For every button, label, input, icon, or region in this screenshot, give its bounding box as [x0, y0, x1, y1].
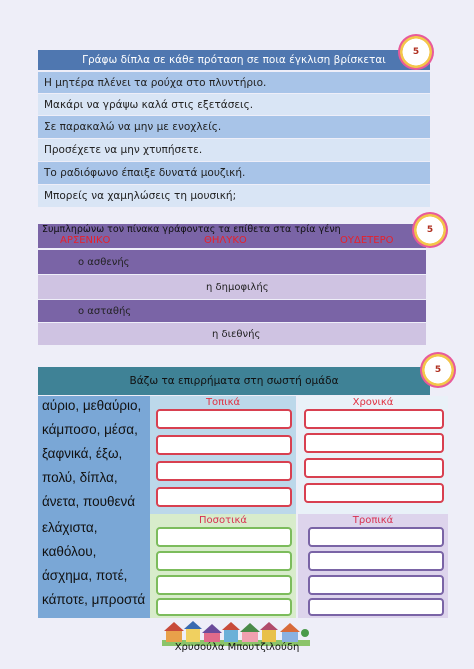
time-answer-box[interactable] [304, 409, 444, 429]
word-item: ξαφνικά, έξω, [42, 446, 123, 461]
word-list [38, 396, 150, 618]
section2-title: Συμπληρώνω τον πίνακα γράφοντας τα επίθετα στα τρία γένη [42, 224, 341, 235]
quantity-answer-box[interactable] [156, 598, 292, 616]
group-time-label: Χρονικά [352, 397, 394, 408]
section1-title-bar [38, 50, 430, 70]
sentence-row: Μπορείς να χαμηλώσεις τη μουσική; [38, 185, 430, 207]
header-feminine: ΘΗΛΥΚΟ [204, 235, 247, 246]
time-answer-box[interactable] [304, 458, 444, 478]
sentence-row: Σε παρακαλώ να μην με ενοχλείς. [38, 116, 430, 138]
adjective-row: ο ασταθής [38, 300, 426, 322]
group-quantity-label: Ποσοτικά [199, 515, 247, 526]
adjective-row: ο ασθενής [38, 250, 426, 274]
badge-icon: 5 [420, 352, 456, 388]
quantity-answer-box[interactable] [156, 527, 292, 547]
manner-answer-box[interactable] [308, 551, 444, 571]
time-answer-box[interactable] [304, 483, 444, 503]
section1-title: Γράφω δίπλα σε κάθε πρόταση σε ποια έγκλιση βρίσκεται [82, 54, 386, 66]
place-answer-box[interactable] [156, 435, 292, 455]
section2-title-bar [38, 224, 426, 248]
manner-answer-box[interactable] [308, 598, 444, 616]
group-place-label: Τοπικά [205, 397, 241, 408]
header-masculine: ΑΡΣΕΝΙΚΟ [60, 235, 111, 246]
manner-answer-box[interactable] [308, 527, 444, 547]
time-answer-box[interactable] [304, 433, 444, 453]
word-item: καθόλου, [42, 544, 97, 559]
badge-icon: 5 [412, 212, 448, 248]
word-item: κάποτε, μπροστά [42, 592, 146, 607]
word-item: κάμποσο, μέσα, [42, 422, 138, 437]
word-item: άσχημα, ποτέ, [42, 568, 128, 583]
place-answer-box[interactable] [156, 487, 292, 507]
header-neuter: ΟΥΔΕΤΕΡΟ [340, 235, 394, 246]
place-answer-box[interactable] [156, 461, 292, 481]
sentence-row: Μακάρι να γράψω καλά στις εξετάσεις. [38, 94, 430, 115]
manner-answer-box[interactable] [308, 575, 444, 595]
section3-title: Βάζω τα επιρρήματα στη σωστή ομάδα [129, 375, 339, 387]
sentence-row: Η μητέρα πλένει τα ρούχα στο πλυντήριο. [38, 72, 430, 93]
adjective-row: η διεθνής [38, 323, 426, 345]
place-answer-box[interactable] [156, 409, 292, 429]
badge-icon: 5 [398, 34, 434, 70]
sentence-row: Προσέχετε να μην χτυπήσετε. [38, 139, 430, 161]
quantity-answer-box[interactable] [156, 575, 292, 595]
sentence-row: Το ραδιόφωνο έπαιξε δυνατά μουζική. [38, 162, 430, 184]
word-item: αύριο, μεθαύριο, [42, 398, 142, 413]
word-item: πολύ, δίπλα, [42, 470, 118, 485]
author-name: Χρυσούλα Μπουτζιλούδη [174, 642, 300, 653]
adjective-row: η δημοφιλής [38, 275, 426, 299]
word-item: ελάχιστα, [42, 520, 98, 535]
group-manner-label: Τροπικά [352, 515, 394, 526]
section3-title-bar [38, 367, 430, 395]
word-item: άνετα, πουθενά [42, 494, 136, 509]
quantity-answer-box[interactable] [156, 551, 292, 571]
